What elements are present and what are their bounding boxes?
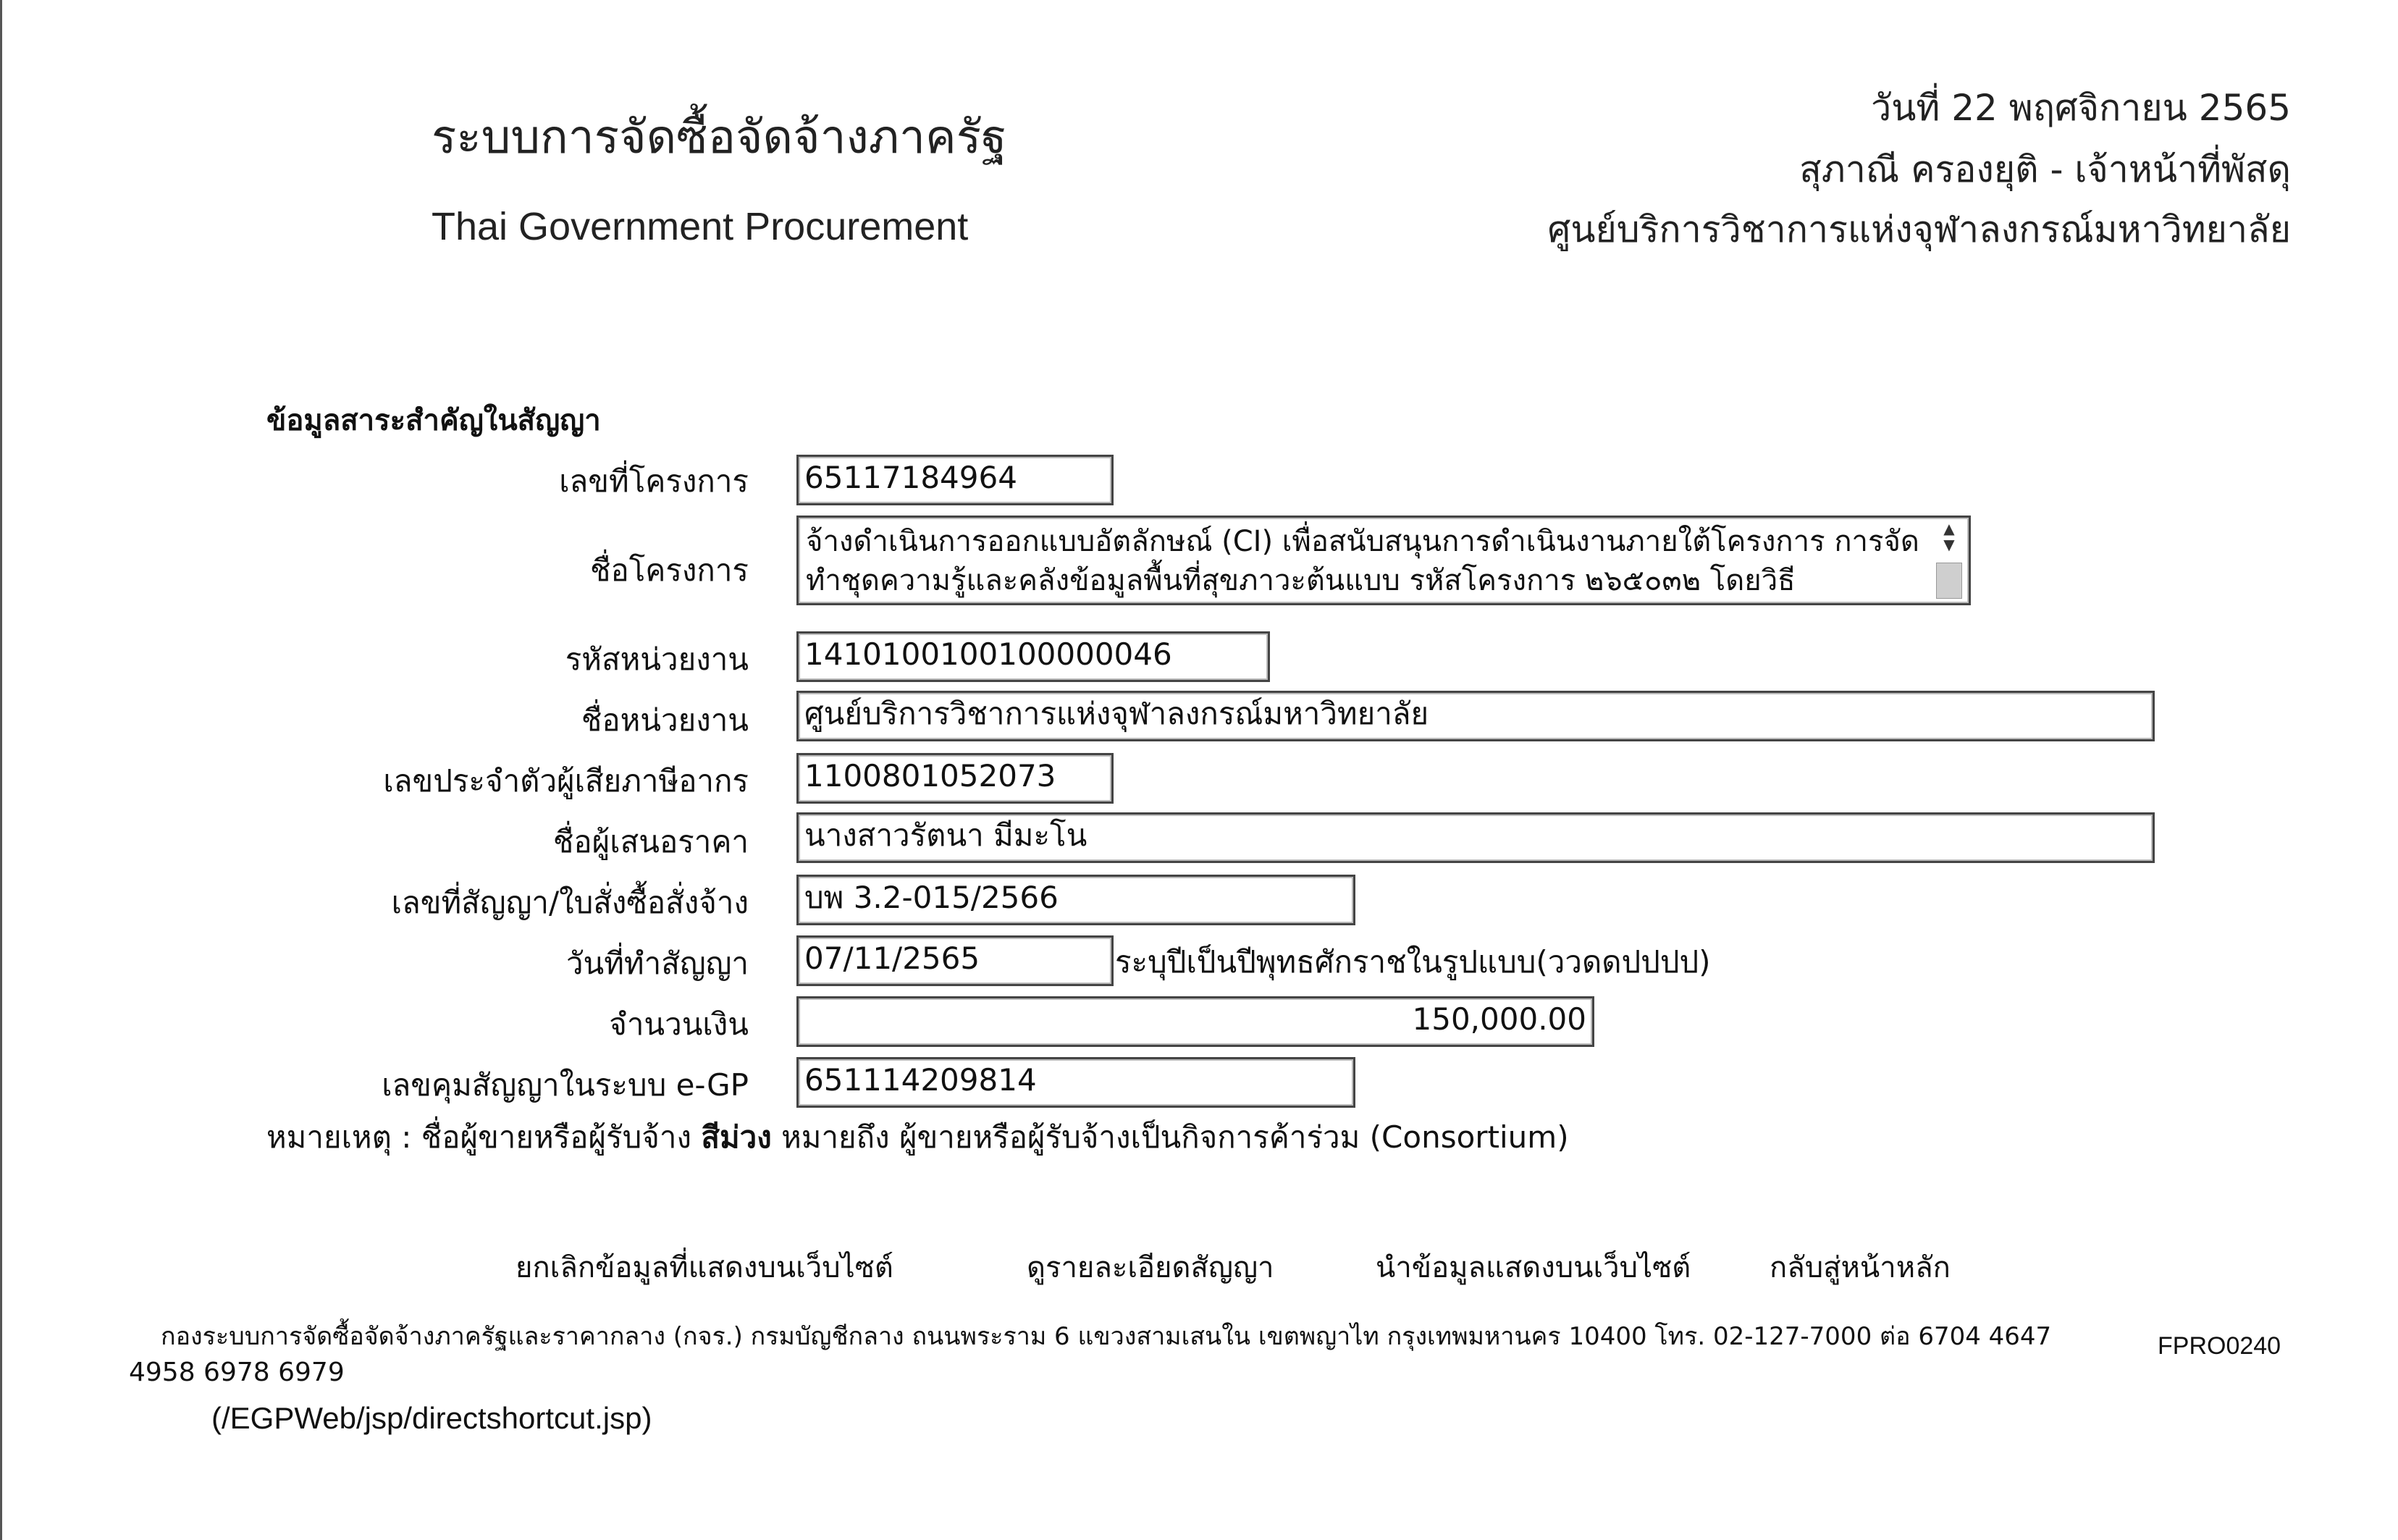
agency-name-field[interactable]: ศูนย์บริการวิชาการแห่งจุฬาลงกรณ์มหาวิทยาลัย — [796, 691, 2155, 741]
header-date: วันที่ 22 พฤศจิกายน 2565 — [1871, 87, 2291, 129]
tax-id-label: เลขประจำตัวผู้เสียภาษีอากร — [383, 763, 749, 799]
contract-date-label: วันที่ทำสัญญา — [565, 946, 749, 981]
cancel-web-display-link[interactable]: ยกเลิกข้อมูลที่แสดงบนเว็บไซต์ — [516, 1251, 893, 1284]
agency-code-label: รหัสหน่วยงาน — [565, 641, 749, 677]
footer-page-path: (/EGPWeb/jsp/directshortcut.jsp) — [211, 1401, 652, 1435]
egp-contract-no-label: เลขคุมสัญญาในระบบ e-GP — [382, 1067, 749, 1103]
footer-address-line2: 4958 6978 6979 — [129, 1358, 345, 1387]
project-no-label: เลขที่โครงการ — [559, 463, 749, 499]
agency-name-label: ชื่อหน่วยงาน — [581, 702, 749, 738]
amount-field[interactable]: 150,000.00 — [796, 996, 1594, 1047]
project-no-field[interactable]: 65117184964 — [796, 455, 1114, 505]
header-organization: ศูนย์บริการวิชาการแห่งจุฬาลงกรณ์มหาวิทยาลัย — [1547, 209, 2291, 251]
project-name-label: ชื่อโครงการ — [589, 552, 749, 588]
textarea-scrollbar[interactable] — [1937, 521, 1961, 600]
section-title: ข้อมูลสาระสำคัญในสัญญา — [266, 404, 601, 437]
contract-no-field[interactable]: บพ 3.2-015/2566 — [796, 875, 1355, 925]
contract-no-label: เลขที่สัญญา/ใบสั่งซื้อสั่งจ้าง — [391, 885, 749, 920]
scroll-thumb[interactable] — [1936, 563, 1962, 599]
contract-date-field[interactable]: 07/11/2565 — [796, 935, 1114, 986]
footer-address-line1: กองระบบการจัดซื้อจัดจ้างภาครัฐและราคากลาง (กจร.) กรมบัญชีกลาง ถนนพระราม 6 แขวงสามเสนใน เขตพญาไท กรุงเทพมหานคร 10400 โทร. 02-127-7000 ต่อ 6704 4647 — [161, 1322, 2052, 1351]
view-contract-details-link[interactable]: ดูรายละเอียดสัญญา — [1027, 1251, 1274, 1284]
remark-note — [266, 1114, 1569, 1161]
remark-suffix: หมายถึง ผู้ขายหรือผู้รับจ้างเป็นกิจการค้าร่วม (Consortium) — [771, 1119, 1569, 1155]
system-title-thai: ระบบการจัดซื้อจัดจ้างภาครัฐ — [432, 111, 1007, 164]
publish-to-web-link[interactable]: นำข้อมูลแสดงบนเว็บไซต์ — [1376, 1251, 1691, 1284]
remark-prefix: หมายเหตุ : ชื่อผู้ขายหรือผู้รับจ้าง — [266, 1119, 702, 1155]
project-name-textarea[interactable] — [796, 516, 1971, 605]
scroll-down-icon[interactable]: ▼ — [1943, 536, 1955, 553]
back-to-home-link[interactable]: กลับสู่หน้าหลัก — [1770, 1251, 1951, 1284]
amount-label: จำนวนเงิน — [609, 1006, 749, 1042]
bidder-name-field[interactable]: นางสาวรัตนา มีมะโน — [796, 812, 2155, 863]
agency-code-field[interactable]: 1410100100100000046 — [796, 631, 1270, 682]
scroll-up-icon[interactable]: ▲ — [1943, 520, 1955, 537]
page-edge-line — [0, 0, 2, 1540]
header-user: สุภาณี ครองยุติ - เจ้าหน้าที่พัสดุ — [1799, 148, 2291, 190]
contract-date-hint: ระบุปีเป็นปีพุทธศักราชในรูปแบบ(ววดดปปปป) — [1115, 944, 1711, 980]
remark-highlight: สีม่วง — [701, 1119, 772, 1155]
system-title-english: Thai Government Procurement — [432, 205, 969, 248]
egp-contract-no-field[interactable]: 651114209814 — [796, 1057, 1355, 1108]
footer-screen-code: FPRO0240 — [2158, 1332, 2281, 1360]
project-name-text: จ้างดำเนินการออกแบบอัตลักษณ์ (CI) เพื่อสนับสนุนการดำเนินงานภายใต้โครงการ การจัดทำชุดความรู้และคลังข้อมูลพื้นที่สุขภาวะต้นแบบ รหัสโครงการ ๒๖๕๐๓๒ โดยวิธี — [806, 525, 1919, 597]
bidder-name-label: ชื่อผู้เสนอราคา — [552, 824, 749, 859]
tax-id-field[interactable]: 1100801052073 — [796, 753, 1114, 804]
